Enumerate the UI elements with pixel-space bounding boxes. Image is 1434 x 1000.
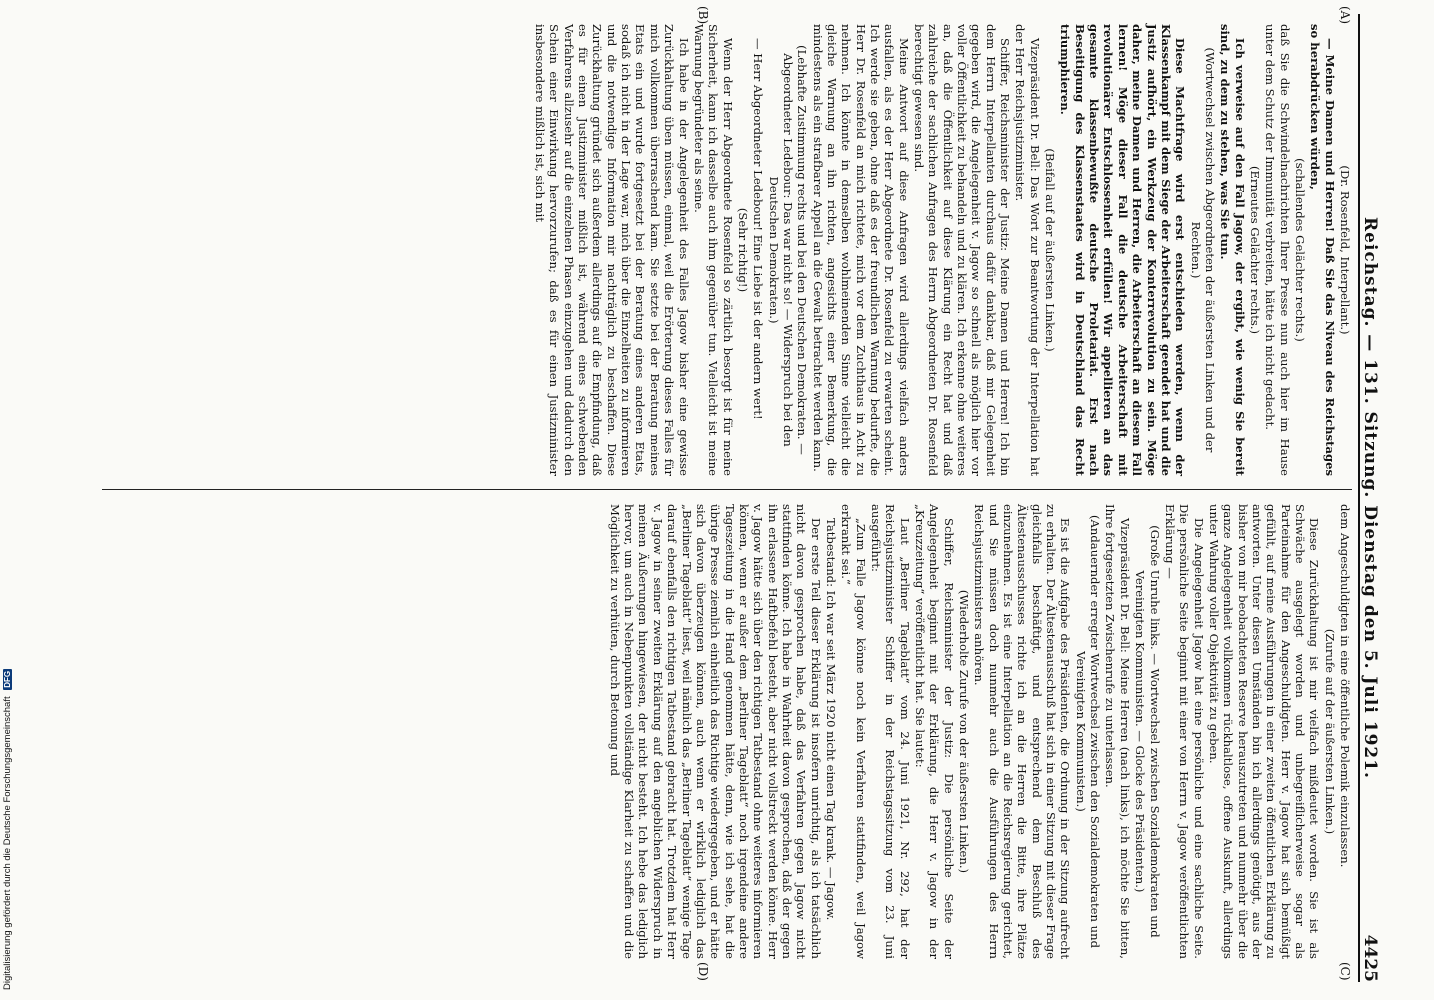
- paragraph: Die Angelegenheit Jagow hat eine persönliche und eine sachliche Seite. Die persönliche Seite beginnt mit einer von Herrn v. Jagow veröffentlichten Erklärung —: [1162, 504, 1206, 959]
- page-header: [1358, 14, 1392, 982]
- digitization-footer: [2, 669, 13, 990]
- paragraph: (Große Unruhe links. — Wortwechsel zwischen Sozialdemokraten und Vereinigten Kommunisten. — Glocke des Präsidenten.): [1133, 525, 1162, 938]
- paragraph: (Wiederholte Zurufe von der äußersten Linken.): [957, 589, 972, 874]
- paragraph: (Zurufe auf der äußersten Linken.): [1322, 628, 1337, 835]
- page-number: 4425: [1360, 934, 1380, 982]
- paragraph: Vizepräsident Dr. Bell: Das Wort zur Beantwortung der Interpellation hat der Herr Reichsjustizminister.: [1013, 24, 1042, 476]
- paragraph: (Wortwechsel zwischen Abgeordneten der äußersten Linken und der Rechten.): [1188, 47, 1217, 453]
- paragraph: (Sehr richtig!): [735, 207, 750, 293]
- paragraph: (Beifall auf der äußersten Linken.): [1043, 148, 1058, 352]
- paragraph: — Herr Abgeordneter Ledebour! Eine Liebe ist der andern wert!: [751, 38, 766, 420]
- paragraph: (Erneutes Gelächter rechts.): [1247, 165, 1262, 335]
- paragraph: Ich habe in der Angelegenheit des Falles Jagow bisher eine gewisse Zurückhaltung üben müssen, einmal, weil die Erörterung dieses Falles für mich vollkommen überraschend kam. Sie setzte bei der Beratung meines Etats ein und wurde fortgesetzt bei der Beratung eines anderen Etats, sodaß ich nicht in der Lage war, mich über die Einzelheiten zu informieren und die notwendige Information mir nachträglich zu beschaffen. Diese Zurückhaltung gründet sich außerdem allerdings auf die Empfindung, daß es für einen Justizminister mißlich ist, während eines schwebenden Verfahrens allzusehr auf die einzelnen Phasen einzugehen und dadurch den Schein einer Einwirkung hervorzurufen; daß es für einen Justizminister insbesondere mißlich ist, sich mit: [533, 24, 691, 476]
- paragraph: Diese Machtfrage wird erst entschieden werden, wenn der Klassenkampf mit dem Siege der Arbeiterschaft geendet hat und die Justiz aufhört, ein Werkzeug der Konterrevolution zu sein. Möge daher, meine Damen und Herren, die Arbeiterschaft an diesem Fall lernen! Möge dieser Fall die deutsche Arbeiterschaft mit revolutionärer Entschlossenheit erfüllen! Wir appellieren an das gesamte klassenbewußte deutsche Proletariat. Erst nach Beseitigung des Klassenstaates wird in Deutschland das Recht triumphieren.: [1058, 24, 1188, 476]
- margin-mark-b: (B): [696, 6, 710, 25]
- margin-mark-c: (C): [1338, 962, 1352, 981]
- footer-text: Digitalisierung gefördert durch die Deutsche Forschungsgemeinschaft: [2, 696, 13, 990]
- paragraph: Tatbestand: Ich war seit März 1920 nicht einen Tag krank. — Jagow.: [823, 518, 838, 921]
- paragraph: daß Sie die Schwindelnachrichten Ihrer Presse nun auch hier im Hause unter dem Schutz der Immunität verbreiten, hätte ich nicht gedacht.: [1263, 24, 1292, 476]
- paragraph: Wenn der Herr Abgeordnete Rosenfeld so zärtlich besorgt ist für meine Sicherheit, kann ich dasselbe auch ihm gegenüber tun. Vielleicht ist meine Warnung begründeter als seine.: [691, 24, 735, 476]
- paragraph: (Dr. Rosenfeld, Interpellant.): [1338, 165, 1352, 335]
- paragraph: Schiffer, Reichsminister der Justiz: Die persönliche Seite der Angelegenheit beginnt mit der Erklärung, die Herr v. Jagow in der „Kreuzzeitung“ veröffentlicht hat. Sie lautet:: [913, 504, 956, 959]
- paragraph: Ich verweise auf den Fall Jagow, der ergibt, wie wenig Sie bereit sind, zu dem zu stehen, was Sie tun.: [1218, 24, 1247, 476]
- paragraph: Laut „Berliner Tageblatt“ vom 24. Juni 1921, Nr. 292, hat der Reichsjustizminister Schiffer in der Reichstagssitzung vom 23. Juni ausgeführt:: [869, 504, 912, 959]
- paragraph: — Meine Damen und Herren! Daß Sie das Niveau des Reichstages so herabdrücken würden,: [1308, 24, 1337, 476]
- header-title: Reichstag. — 131. Sitzung. Dienstag den 5. Juli 1921.: [1360, 217, 1380, 779]
- paragraph: Meine Antwort auf diese Anfragen wird allerdings vielfach anders ausfallen, als es der Herr Abgeordnete Dr. Rosenfeld zu erwarten scheint. Ich werde sie geben, ohne daß es der freundlichen Warnung bedurfte, die Herr Dr. Rosenfeld an mich richtete, mich vor dem Zuchthaus in Acht zu nehmen. Ich könnte in demselben wohlmeinenden Sinne vielleicht die gleiche Warnung an ihn richten, angesichts einer Bemerkung, die mindestens als ein strafbarer Appell an die Gewalt betrachtet werden kann.: [810, 24, 911, 476]
- left-column: [532, 24, 1352, 476]
- paragraph: (Andauernder erregter Wortwechsel zwischen den Sozialdemokraten und Vereinigten Kommunisten.): [1073, 515, 1103, 948]
- paragraph: Diese Zurückhaltung ist mir vielfach mißdeutet worden. Sie ist als Schwäche ausgelegt worden und unbegreiflicherweise sogar als Parteinahme für den Angeschuldigten. Herr v. Jagow hat sich bemüßigt gefühlt, auf meine Ausführungen in einer zweiten öffentlichen Erklärung zu antworten. Unter diesen Umständen bin ich allerdings genötigt, aus der bisher von mir beobachteten Reserve herauszutreten und nunmehr über die ganze Angelegenheit vollkommen rückhaltlose, offene Auskunft, allerdings unter Wahrung voller Objektivität zu geben.: [1206, 504, 1322, 959]
- margin-mark-a: (A): [1338, 6, 1352, 25]
- paragraph: dem Angeschuldigten in eine öffentliche Polemik einzulassen.: [1338, 504, 1352, 868]
- paragraph: (Lebhafte Zustimmung rechts und bei den Deutschen Demokraten. — Abgeordneter Ledebour: Das war nicht so! — Widerspruch bei den Deutschen Demokraten.): [766, 45, 810, 455]
- paragraph: Der erste Teil dieser Erklärung ist insofern unrichtig, als ich tatsächlich nicht davon gesprochen habe, daß das Verfahren gegen Jagow nicht stattfinden könne. Ich habe in Wahrheit davon gesprochen, daß der gegen ihn erlassene Haftbefehl besteht, aber nicht vollstreckt werden könne. Herr v. Jagow hätte sich über den richtigen Tatbestand ohne weiteres informieren können, wenn er außer dem „Berliner Tageblatt“ noch irgendeine andere Tageszeitung in die Hand genommen hätte, denn, wie ich sehe, hat die übrige Presse ziemlich einheitlich das Richtige wiedergegeben, und er hätte sich davon überzeugen können, auch wenn er wirklich lediglich das „Berliner Tageblatt“ liest, weil nämlich das „Berliner Tageblatt“ wenige Tage darauf ebenfalls den richtigen Tatbestand gebracht hat. Trotzdem hat Herr v. Jagow in seiner zweiten Erklärung auf den angeblichen Widerspruch in meinen Äußerungen hingewiesen, der nicht besteht. Ich hebe das lediglich hervor, um auch in Nebenpunkten vollständige Klarheit zu schaffen und die Möglichkeit zu verhüten, durch Betonung und: [607, 504, 823, 959]
- column-divider: [102, 489, 1352, 490]
- dfg-logo: DFG: [3, 670, 12, 688]
- paragraph: Schiffer, Reichsminister der Justiz: Meine Damen und Herren! Ich bin dem Herrn Interpellanten durchaus dafür dankbar, daß mir Gelegenheit gegeben wird, die Angelegenheit v. Jagow so schnell als möglich hier vor voller Öffentlichkeit zu behandeln und zu klären. Ich erkenne ohne weiteres an, daß die Öffentlichkeit auf diese Klärung ein Recht hat und daß zahlreiche der sachlichen Anfragen des Herrn Abgeordneten Dr. Rosenfeld berechtigt gewesen sind.: [912, 24, 1013, 476]
- margin-mark-d: (D): [696, 962, 710, 981]
- paragraph: „Zum Falle Jagow könne noch kein Verfahren stattfinden, weil Jagow erkrankt sei.“: [839, 504, 868, 959]
- paragraph: (schallendes Gelächter rechts.): [1292, 158, 1307, 342]
- paragraph: Es ist die Aufgabe des Präsidenten, die Ordnung in der Sitzung aufrecht zu erhalten. Der Ältestenausschuß hat sich in einer Sitzung mit dieser Frage gleichfalls beschäftigt, und entsprechend dem Beschluß des Ältestenausschusses richte ich an die Herren die Bitte, ihre Plätze einzunehmen. Es ist eine Interpellation an die Reichsregierung gerichtet, und Sie müssen doch nunmehr auch die Ausführungen des Herrn Reichsjustizministers anhören.: [972, 504, 1073, 959]
- right-column: [606, 504, 1352, 959]
- rotated-sheet: [70, 6, 1392, 982]
- paragraph: Vizepräsident Dr. Bell: Meine Herren (nach links), ich möchte Sie bitten, Ihre fortgesetzten Zwischenrufe zu unterlassen.: [1103, 504, 1132, 959]
